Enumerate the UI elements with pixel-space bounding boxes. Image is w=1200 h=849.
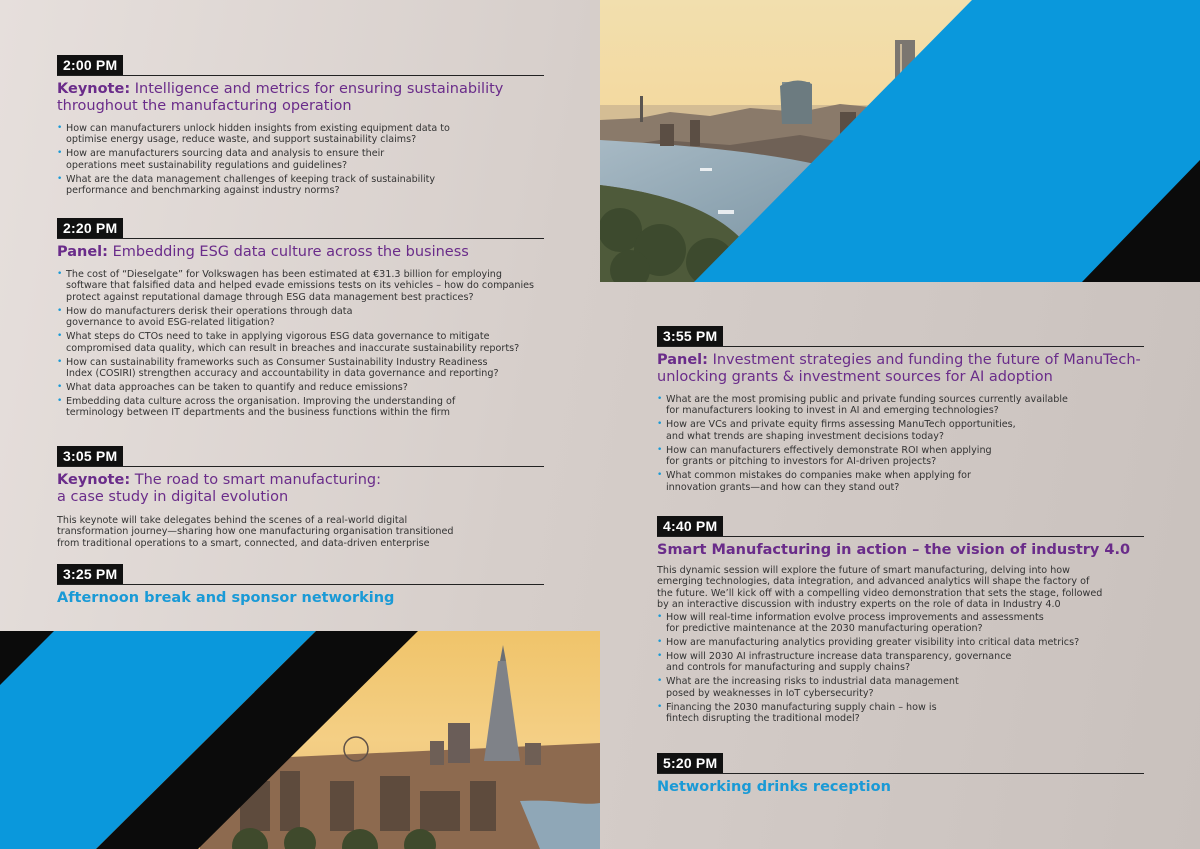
bullet-list	[657, 394, 1144, 493]
list-item: • What are the data management challenges of keeping track of sustainability performance and benchmarking against industry norms?	[57, 174, 544, 197]
time-row	[657, 327, 1144, 347]
session-heading	[57, 472, 544, 506]
list-item: • What steps do CTOs need to take in applying vigorous ESG data governance to mitigate compromised data quality, which can result in breaches and inaccurate sustainability reports?	[57, 331, 544, 354]
session-type: Panel:	[57, 244, 108, 260]
time-badge: 2:20 PM	[57, 218, 123, 238]
list-item: • The cost of “Dieselgate” for Volkswagen has been estimated at €31.3 billion for employing software that falsified data and helped evade emissions tests on its vehicles – how do companies protect against reputational damage through ESG data management best practices?	[57, 269, 544, 303]
city-photo-thames	[600, 0, 1200, 282]
list-item: • How will 2030 AI infrastructure increase data transparency, governance and controls for manufacturing and supply chains?	[657, 651, 1144, 674]
time-badge: 4:40 PM	[657, 516, 723, 536]
list-item: • How are manufacturing analytics providing greater visibility into critical data metrics?	[657, 637, 1144, 648]
session-4-40pm	[657, 517, 1144, 727]
list-item: • How are VCs and private equity firms assessing ManuTech opportunities, and what trends are shaping investment decisions today?	[657, 419, 1144, 442]
session-type: Panel:	[657, 352, 708, 368]
list-item: • How can sustainability frameworks such as Consumer Sustainability Industry Readiness Index (COSIRI) strengthen accuracy and accountability in data governance and reporting?	[57, 357, 544, 380]
session-heading	[657, 352, 1144, 386]
session-5-20pm	[657, 754, 1144, 796]
list-item: • Financing the 2030 manufacturing supply chain – how is fintech disrupting the traditional model?	[657, 702, 1144, 725]
bullet-list	[657, 612, 1144, 725]
session-title: Networking drinks reception	[657, 779, 891, 795]
time-row	[57, 219, 544, 239]
bullet-list	[57, 123, 544, 197]
list-item: • What common mistakes do companies make when applying for innovation grants—and how can they stand out?	[657, 470, 1144, 493]
session-3-05pm	[57, 447, 544, 549]
session-heading	[57, 244, 544, 261]
time-row	[57, 565, 544, 585]
session-heading	[57, 81, 544, 115]
list-item: • How do manufacturers derisk their operations through data governance to avoid ESG-related litigation?	[57, 306, 544, 329]
session-3-55pm	[657, 327, 1144, 496]
session-type: Keynote:	[57, 472, 131, 488]
list-item: • How can manufacturers effectively demonstrate ROI when applying for grants or pitching to investors for AI-driven projects?	[657, 445, 1144, 468]
session-title: Embedding ESG data culture across the business	[112, 244, 469, 260]
time-badge: 2:00 PM	[57, 55, 123, 75]
time-row	[657, 517, 1144, 537]
list-item: • What data approaches can be taken to quantify and reduce emissions?	[57, 382, 544, 393]
list-item: • What are the increasing risks to industrial data management posed by weaknesses in IoT cybersecurity?	[657, 676, 1144, 699]
session-description: This keynote will take delegates behind the scenes of a real-world digital transformation journey—sharing how one manufacturing organisation transitioned from traditional operations to a smart, connected, and data-driven enterprise	[57, 515, 454, 549]
session-title: Intelligence and metrics for ensuring sustainability throughout the manufacturing operation	[57, 81, 504, 114]
session-2-20pm	[57, 219, 544, 421]
city-photo-shard	[0, 631, 600, 849]
list-item: • How are manufacturers sourcing data and analysis to ensure their operations meet sustainability regulations and guidelines?	[57, 148, 544, 171]
time-row	[657, 754, 1144, 774]
session-description: This dynamic session will explore the future of smart manufacturing, delving into how emerging technologies, data integration, and advanced analytics will shape the factory of the future. We’ll kick off with a compelling video demonstration that sets the stage, followed by an interactive discussion with industry experts on the role of data in Industry 4.0	[657, 565, 1103, 611]
session-title: Smart Manufacturing in action – the vision of industry 4.0	[657, 542, 1131, 558]
session-title: Afternoon break and sponsor networking	[57, 590, 395, 606]
time-badge: 5:20 PM	[657, 753, 723, 773]
session-type: Keynote:	[57, 81, 131, 97]
list-item: • How will real-time information evolve process improvements and assessments for predictive maintenance at the 2030 manufacturing operation?	[657, 612, 1144, 635]
list-item: • Embedding data culture across the organisation. Improving the understanding of terminology between IT departments and the business functions within the firm	[57, 396, 544, 419]
session-title: The road to smart manufacturing: a case study in digital evolution	[57, 472, 382, 505]
session-2-00pm	[57, 56, 544, 199]
time-badge: 3:55 PM	[657, 326, 723, 346]
list-item: • How can manufacturers unlock hidden insights from existing equipment data to optimise energy usage, reduce waste, and support sustainability claims?	[57, 123, 544, 146]
bullet-list	[57, 269, 544, 419]
time-row	[57, 56, 544, 76]
session-3-25pm	[57, 565, 544, 607]
list-item: • What are the most promising public and private funding sources currently available for manufacturers looking to invest in AI and emerging technologies?	[657, 394, 1144, 417]
session-title: Investment strategies and funding the future of ManuTech- unlocking grants & investment sources for AI adoption	[657, 352, 1141, 385]
time-badge: 3:05 PM	[57, 446, 123, 466]
time-badge: 3:25 PM	[57, 564, 123, 584]
time-row	[57, 447, 544, 467]
